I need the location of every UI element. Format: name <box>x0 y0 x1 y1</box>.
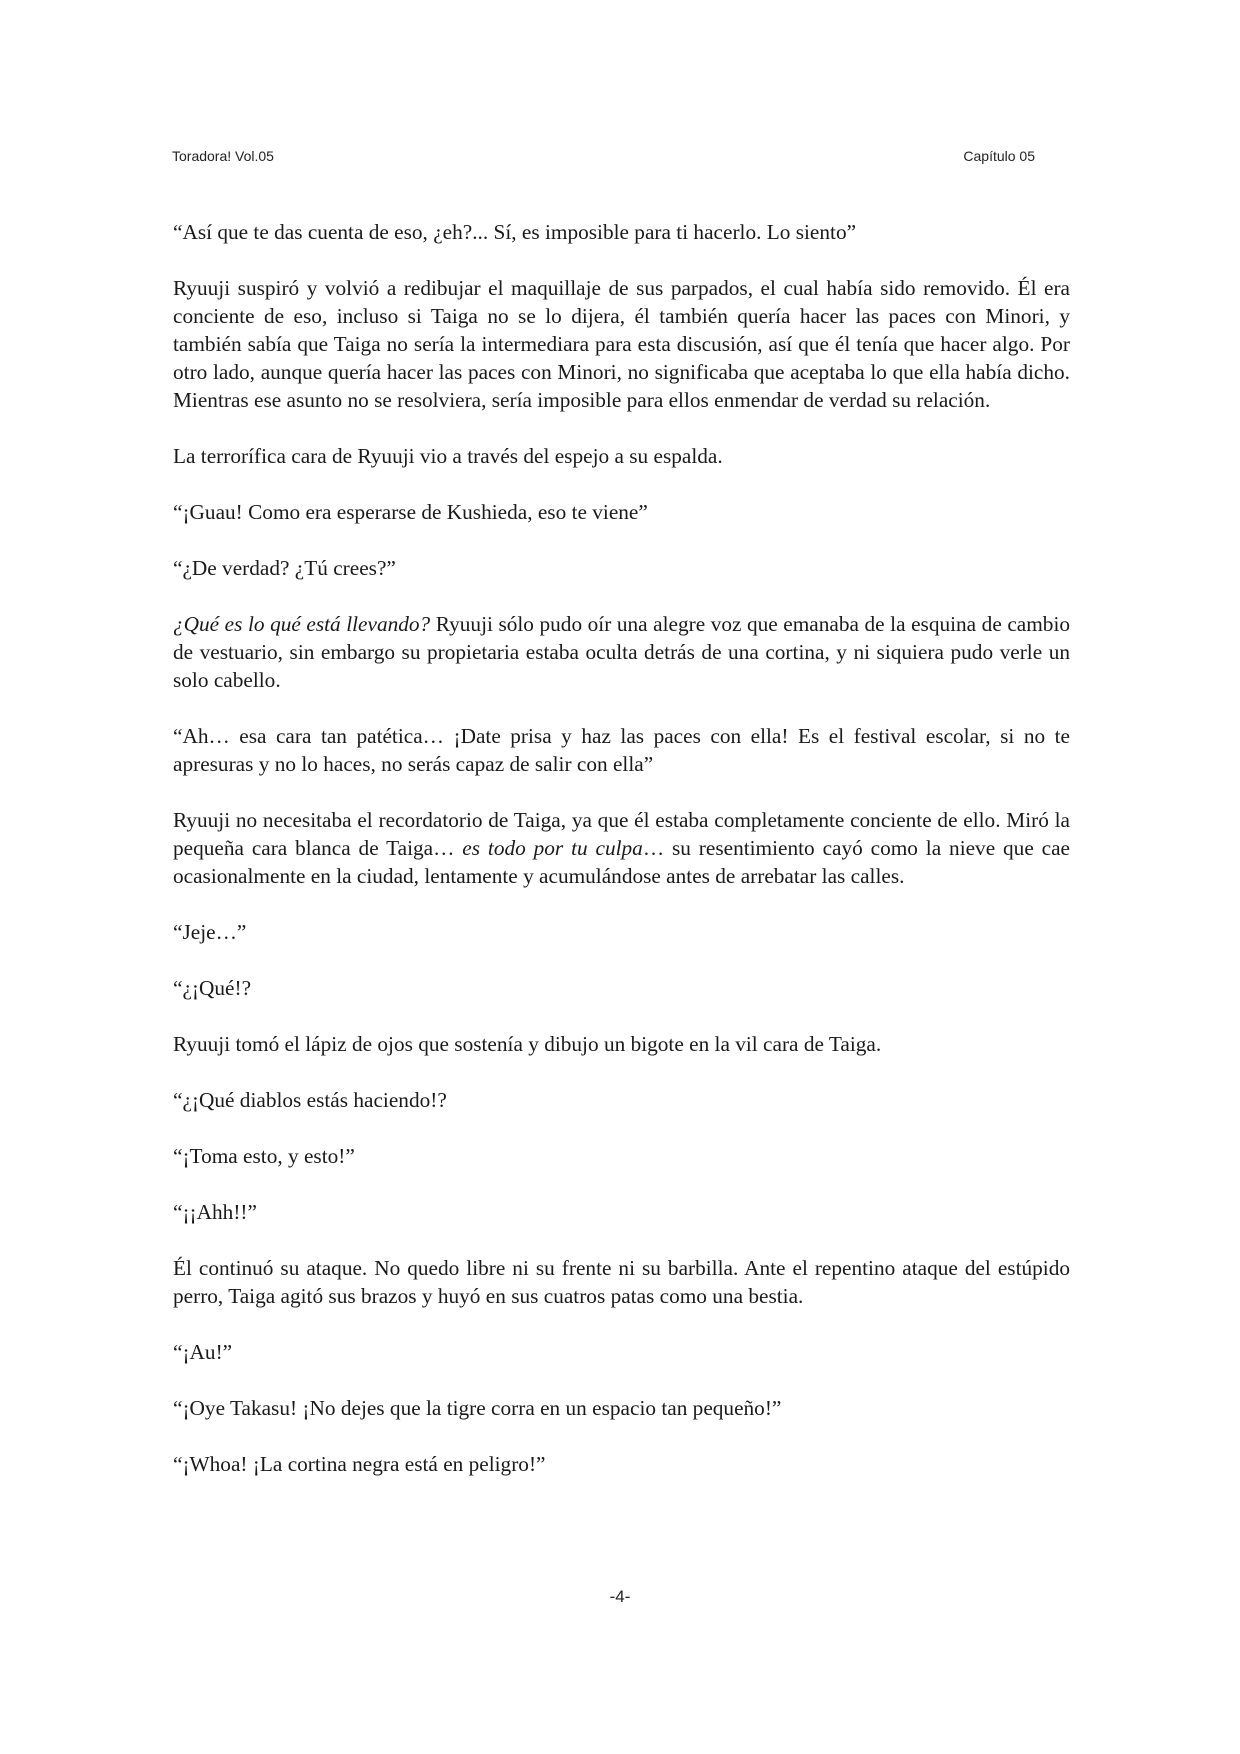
paragraph-8-before: Ryuuji no necesitaba el recordatorio de Taiga, ya que él estaba completamente conciente de ello. Miró la pequeña cara blanca de Taiga… <box>173 808 1070 860</box>
paragraph-11: Ryuuji tomó el lápiz de ojos que sostenía y dibujo un bigote en la vil cara de Taiga. <box>173 1032 882 1056</box>
body-text <box>173 218 1070 1506</box>
paragraph-10: “¿¡Qué!? <box>173 976 252 1000</box>
paragraph-12: “¿¡Qué diablos estás haciendo!? <box>173 1088 447 1112</box>
paragraph-9: “Jeje…” <box>173 920 247 944</box>
paragraph-2: Ryuuji suspiró y volvió a redibujar el maquillaje de sus parpados, el cual había sido removido. Él era conciente de eso, incluso si Taiga no se lo dijera, él también quería hacer las paces con Minori, y también sabía que Taiga no sería la intermediara para esta discusión, así que él tenía que hacer algo. Por otro lado, aunque quería hacer las paces con Minori, no significaba que aceptaba lo que ella había dicho. Mientras ese asunto no se resolviera, sería imposible para ellos enmendar de verdad su relación. <box>173 276 1070 412</box>
paragraph-5: “¿De verdad? ¿Tú crees?” <box>173 556 396 580</box>
paragraph-6-italic: ¿Qué es lo qué está llevando? <box>173 612 431 636</box>
paragraph-6 <box>173 610 1070 694</box>
paragraph-8 <box>173 806 1070 890</box>
paragraph-4: “¡Guau! Como era esperarse de Kushieda, eso te viene” <box>173 500 648 524</box>
paragraph-6-rest: Ryuuji sólo pudo oír una alegre voz que emanaba de la esquina de cambio de vestuario, sin embargo su propietaria estaba oculta detrás de una cortina, y ni siquiera pudo verle un solo cabello. <box>173 612 1071 692</box>
page-header <box>172 148 1035 168</box>
paragraph-16: “¡Au!” <box>173 1340 233 1364</box>
paragraph-13: “¡Toma esto, y esto!” <box>173 1144 355 1168</box>
paragraph-1: “Así que te das cuenta de eso, ¿eh?... Sí, es imposible para ti hacerlo. Lo siento” <box>173 220 857 244</box>
paragraph-8-after: … su resentimiento cayó como la nieve que cae ocasionalmente en la ciudad, lentamente y acumulándose antes de arrebatar las calles. <box>173 836 1070 888</box>
page-number: -4- <box>609 1587 631 1606</box>
header-chapter: Capítulo 05 <box>963 148 1035 164</box>
paragraph-15: Él continuó su ataque. No quedo libre ni su frente ni su barbilla. Ante el repentino ataque del estúpido perro, Taiga agitó sus brazos y huyó en sus cuatros patas como una bestia. <box>173 1256 1070 1308</box>
paragraph-14: “¡¡Ahh!!” <box>173 1200 257 1224</box>
paragraph-3: La terrorífica cara de Ryuuji vio a través del espejo a su espalda. <box>173 444 723 468</box>
header-book-title: Toradora! Vol.05 <box>172 148 274 164</box>
paragraph-17: “¡Oye Takasu! ¡No dejes que la tigre corra en un espacio tan pequeño!” <box>173 1396 782 1420</box>
paragraph-18: “¡Whoa! ¡La cortina negra está en peligro!” <box>173 1452 546 1476</box>
paragraph-8-italic: es todo por tu culpa <box>462 836 643 860</box>
paragraph-7: “Ah… esa cara tan patética… ¡Date prisa y haz las paces con ella! Es el festival escolar, si no te apresuras y no lo haces, no serás capaz de salir con ella” <box>173 724 1070 776</box>
